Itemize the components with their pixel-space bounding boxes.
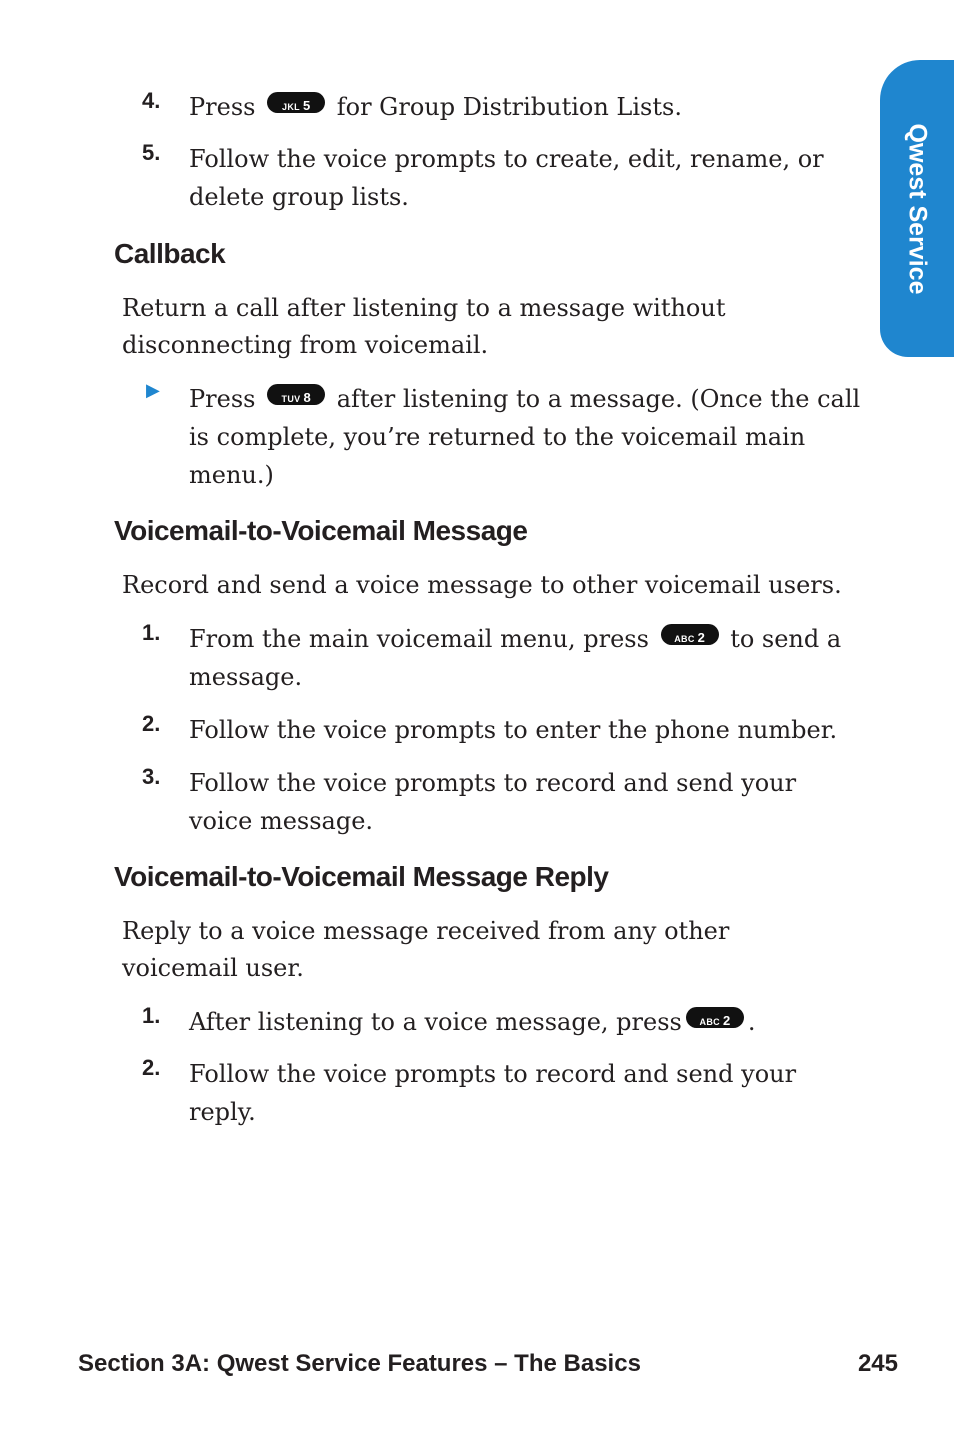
step-text: From the main voicemail menu, press ABC 2 to send a message.	[189, 625, 842, 691]
page-number: 245	[857, 1350, 898, 1377]
step-number: 2.	[142, 711, 161, 736]
step-number: 2.	[142, 1055, 161, 1080]
step-number: 5.	[142, 140, 161, 165]
jkl5-key-icon: JKL 5	[267, 92, 325, 113]
v2v-message-description: Record and send a voice message to other voicemail users.	[122, 571, 842, 599]
step-number: 4.	[142, 88, 161, 113]
bullet-text: Press TUV 8 after listening to a message. (Once the call is complete, you’re returned to the voicemail main menu.)	[189, 385, 861, 489]
step-number: 3.	[142, 764, 161, 789]
step-number: 1.	[142, 1003, 161, 1028]
bullet-arrow-icon: ▶	[146, 380, 160, 401]
footer-section-title: Section 3A: Qwest Service Features – The Basics	[78, 1350, 641, 1377]
abc2-key-icon: ABC 2	[661, 624, 719, 645]
callback-description: Return a call after listening to a message without disconnecting from voicemail.	[122, 294, 726, 359]
step-text: Follow the voice prompts to record and send your voice message.	[189, 769, 797, 835]
section-side-tab	[880, 60, 954, 357]
v2v-reply-description: Reply to a voice message received from any other voicemail user.	[122, 917, 730, 982]
abc2-key-icon: ABC 2	[686, 1007, 744, 1028]
step-text: Follow the voice prompts to enter the phone number.	[189, 716, 838, 744]
callback-heading: Callback	[114, 238, 226, 269]
step-text: Follow the voice prompts to create, edit, rename, or delete group lists.	[189, 145, 824, 211]
step-text: Follow the voice prompts to record and send your reply.	[189, 1060, 797, 1126]
page-footer	[78, 1350, 898, 1378]
step-text: After listening to a voice message, press ABC 2 .	[189, 1008, 756, 1036]
tuv8-key-icon: TUV 8	[267, 384, 325, 405]
side-tab-label: Qwest Service	[903, 123, 932, 294]
v2v-message-heading: Voicemail-to-Voicemail Message	[114, 515, 528, 546]
v2v-reply-heading: Voicemail-to-Voicemail Message Reply	[114, 861, 609, 892]
step-number: 1.	[142, 620, 161, 645]
step-text: Press JKL 5 for Group Distribution Lists.	[189, 93, 682, 121]
